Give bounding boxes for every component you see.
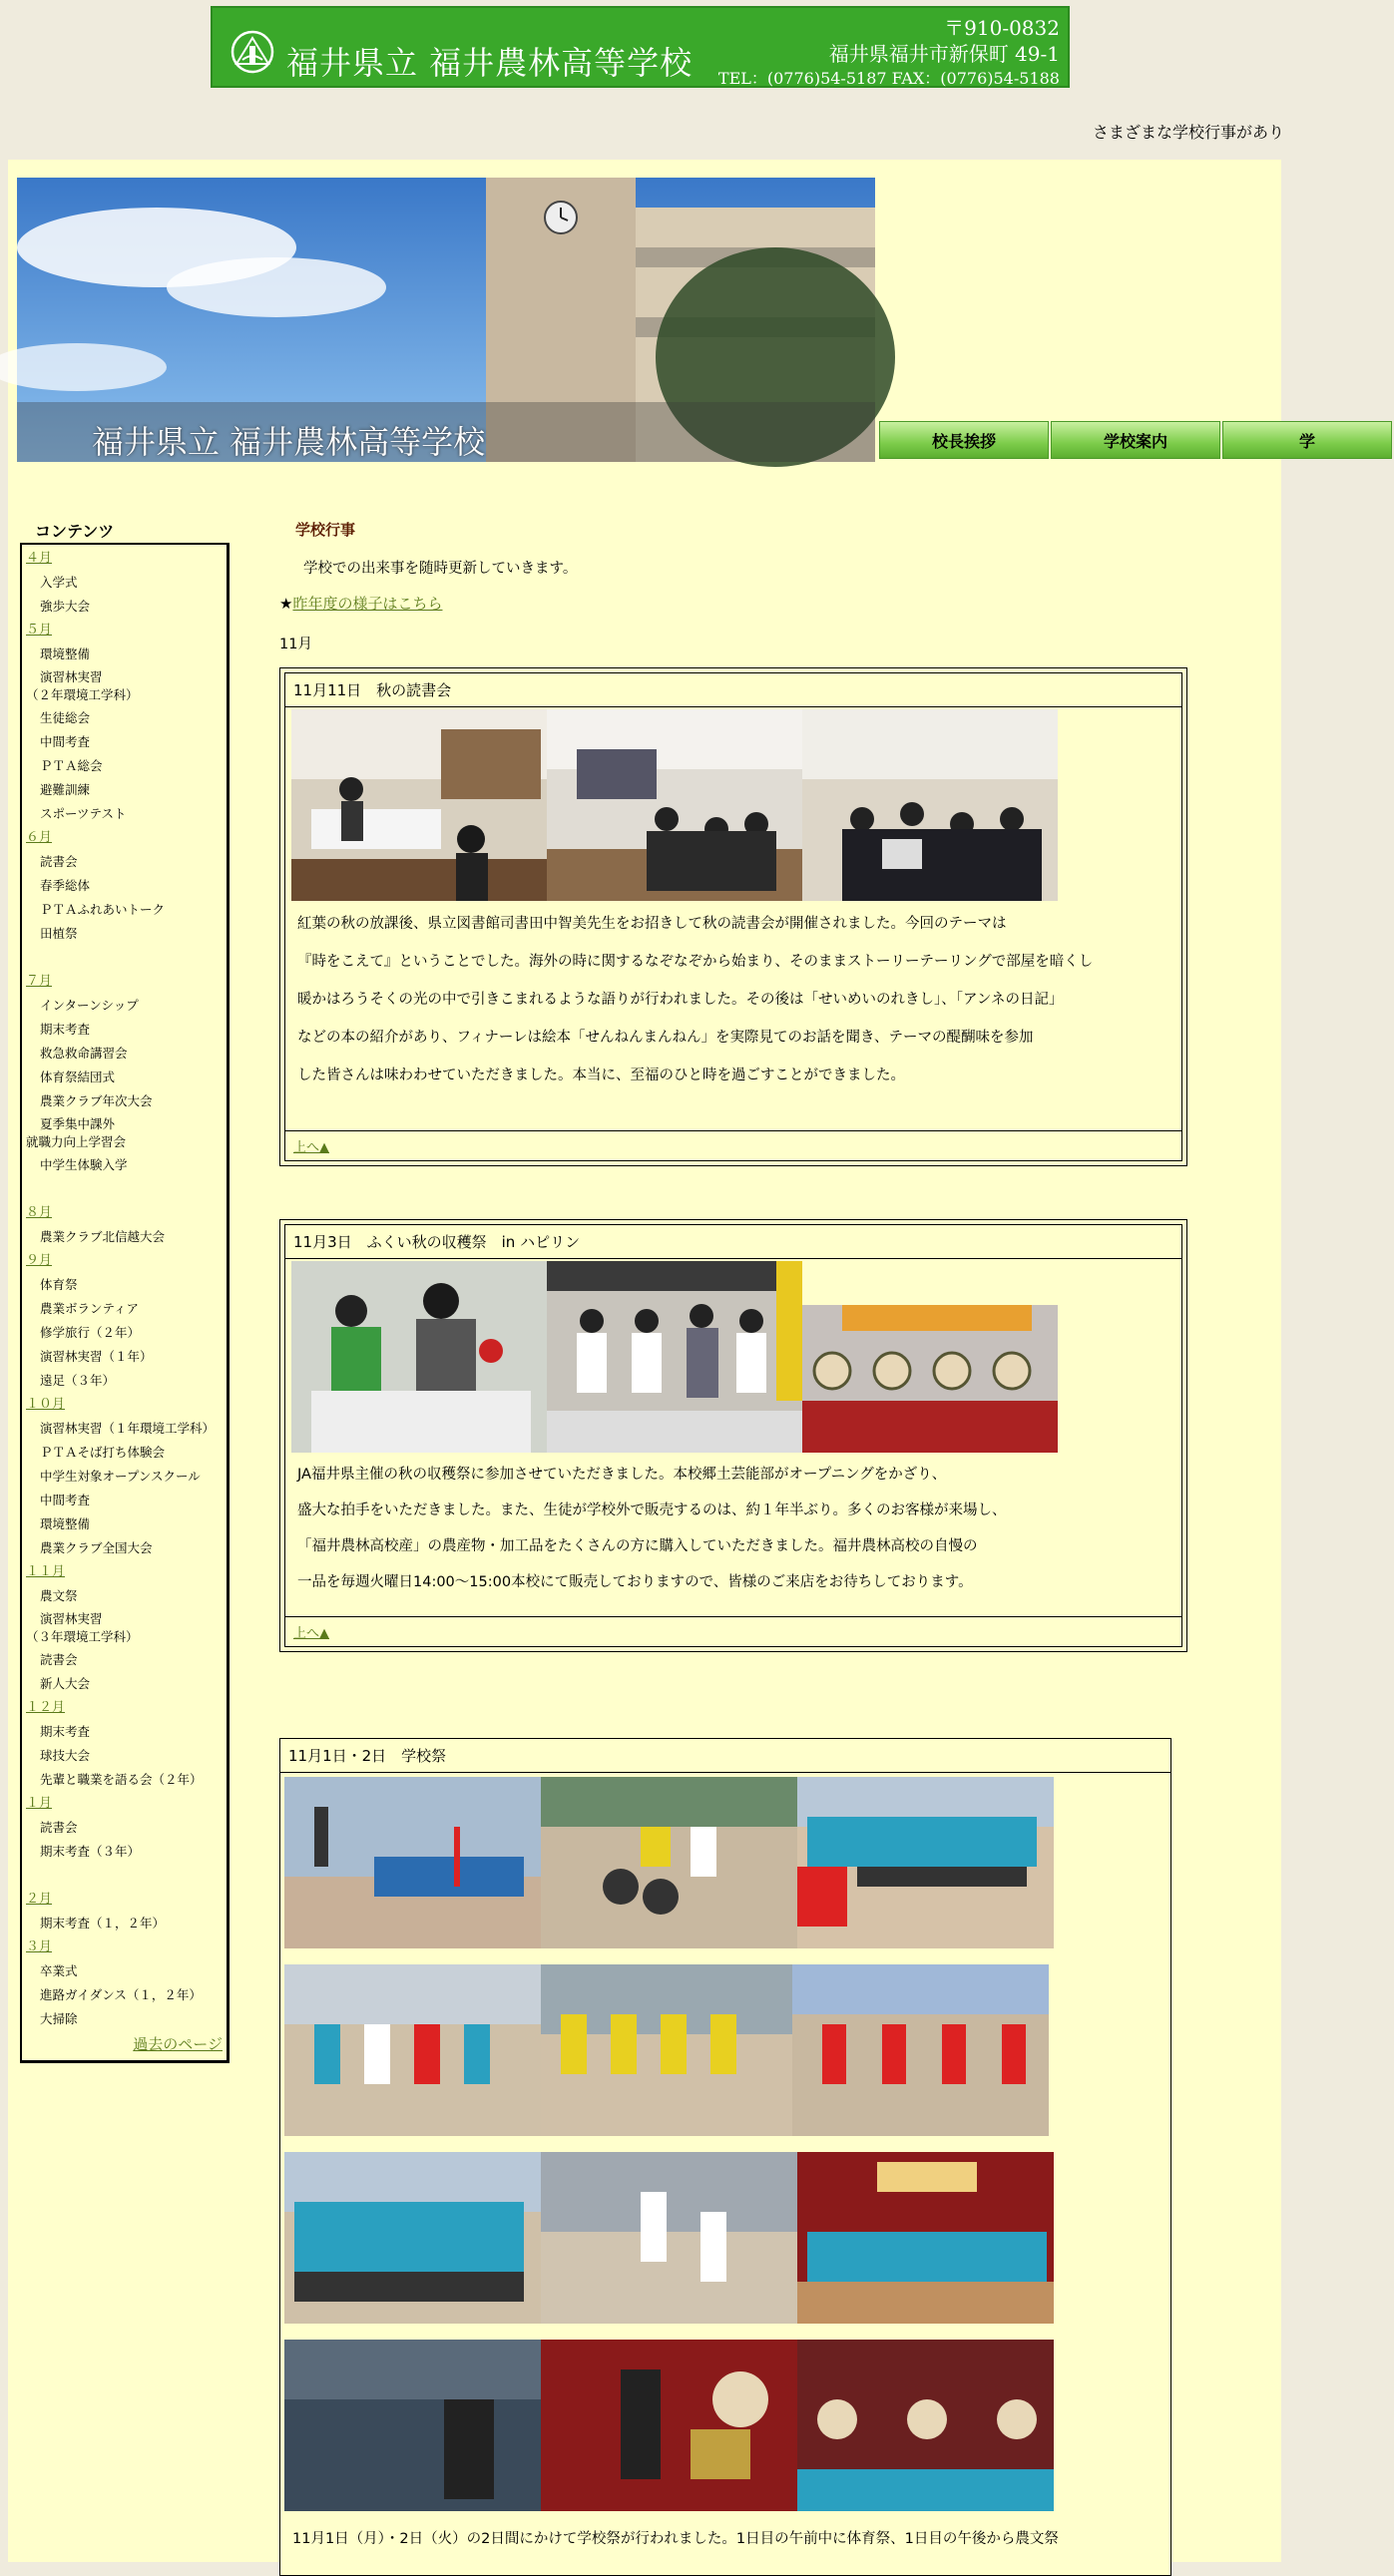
sidebar-item[interactable]: 農文祭 bbox=[40, 1588, 78, 1603]
banner-address: 福井県福井市新保町 49-1 bbox=[828, 42, 1060, 66]
nav-more[interactable]: 学 bbox=[1222, 421, 1392, 459]
sidebar-item[interactable]: 春季総体 bbox=[40, 878, 91, 893]
article-body bbox=[285, 901, 1181, 1098]
sidebar-item-line: 演習林実習 bbox=[40, 669, 103, 684]
hero-image bbox=[17, 178, 875, 462]
sidebar-item[interactable] bbox=[26, 1113, 223, 1153]
intro-text: 学校での出来事を随時更新していきます。 bbox=[303, 561, 578, 577]
photo-row bbox=[280, 2136, 1170, 2324]
sidebar-item[interactable]: 期末考査 bbox=[40, 1724, 91, 1739]
photo-festival-9 bbox=[797, 2152, 1054, 2324]
article-body bbox=[280, 2511, 1170, 2561]
sidebar-month-link[interactable]: １月 bbox=[26, 1796, 53, 1811]
sidebar-item[interactable]: 中間考査 bbox=[40, 734, 91, 749]
sidebar-item[interactable]: 田植祭 bbox=[40, 926, 78, 941]
photo-row bbox=[280, 1773, 1170, 1948]
star-marker: ★ bbox=[279, 595, 293, 613]
sidebar-item[interactable] bbox=[26, 1608, 223, 1648]
sidebar-month-link[interactable]: １０月 bbox=[26, 1397, 66, 1412]
sidebar-month-link[interactable]: ５月 bbox=[26, 623, 53, 638]
article-line: 暖かはろうそくの光の中で引きこまれるような語りが行われました。その後は「せいめいのれきし」、「アンネの日記」 bbox=[297, 992, 1064, 1008]
sidebar-item[interactable]: 進路ガイダンス（１，２年） bbox=[40, 1987, 202, 2002]
sidebar-list bbox=[26, 547, 223, 2031]
article-line: などの本の紹介があり、フィナーレは絵本「せんねんまんねん」を実際見てのお話を聞き、テーマの醍醐味を参加 bbox=[297, 1030, 1034, 1046]
sidebar-item[interactable]: 球技大会 bbox=[40, 1748, 91, 1763]
sidebar-item[interactable]: 期末考査 bbox=[40, 1022, 91, 1037]
article-line: した皆さんは味わわせていただきました。本当に、至福のひと時を過ごすことができました。 bbox=[297, 1068, 905, 1083]
sidebar-item[interactable]: 環境整備 bbox=[40, 1516, 91, 1531]
article-title: 11月1日・2日 学校祭 bbox=[280, 1739, 1170, 1773]
article-school-festival bbox=[279, 1738, 1171, 2576]
sidebar-item[interactable]: 読書会 bbox=[40, 1820, 78, 1835]
news-marquee: さまざまな学校行事があり bbox=[1093, 123, 1285, 142]
month-label: 11月 bbox=[279, 637, 312, 652]
photo-harvest-3 bbox=[802, 1261, 1058, 1453]
photo-harvest-2 bbox=[547, 1261, 802, 1453]
photo-festival-5 bbox=[541, 1964, 792, 2136]
sidebar-item[interactable]: 期末考査（１，２年） bbox=[40, 1916, 166, 1931]
sidebar-item[interactable]: 期末考査（３年） bbox=[40, 1844, 141, 1859]
sidebar-month-link[interactable]: １１月 bbox=[26, 1564, 66, 1579]
sidebar-item[interactable]: スポーツテスト bbox=[40, 806, 127, 821]
article-line: 盛大な拍手をいただきました。また、生徒が学校外で販売するのは、約１年半ぶり。多くのお客様が来場し、 bbox=[297, 1503, 1007, 1518]
photo-reading-3 bbox=[802, 709, 1058, 901]
sidebar-item[interactable]: 先輩と職業を語る会（２年） bbox=[40, 1772, 203, 1787]
sidebar-item[interactable]: 中間考査 bbox=[40, 1493, 91, 1507]
banner-school-name: 福井県立 福井農林高等学校 bbox=[286, 44, 694, 82]
photo-row bbox=[285, 1259, 1181, 1453]
sidebar-spacer bbox=[26, 946, 223, 970]
sidebar-month-link[interactable]: ８月 bbox=[26, 1205, 53, 1220]
sidebar-item-line: （２年環境工学科） bbox=[26, 687, 139, 702]
sidebar-item[interactable]: 大掃除 bbox=[40, 2011, 78, 2026]
article-footer bbox=[285, 1130, 1181, 1160]
sidebar-item[interactable]: 強歩大会 bbox=[40, 599, 91, 614]
sidebar-spacer bbox=[26, 1864, 223, 1888]
sidebar-item-line: 演習林実習 bbox=[40, 1611, 103, 1626]
article-reading-party bbox=[279, 667, 1187, 1166]
photo-festival-11 bbox=[541, 2340, 797, 2511]
section-title: 学校行事 bbox=[295, 521, 356, 539]
sidebar-item[interactable]: 卒業式 bbox=[40, 1963, 78, 1978]
sidebar-item[interactable]: インターンシップ bbox=[40, 998, 139, 1013]
last-year-link[interactable]: 昨年度の様子はこちら bbox=[292, 595, 443, 613]
sidebar-month-link[interactable]: １２月 bbox=[26, 1700, 66, 1715]
sidebar-item[interactable]: 避難訓練 bbox=[40, 782, 91, 797]
sidebar-item[interactable]: 演習林実習（１年環境工学科） bbox=[40, 1421, 216, 1436]
article-line: 一品を毎週火曜日14:00～15:00本校にて販売しておりますので、皆様のご来店をお待ちしております。 bbox=[297, 1574, 973, 1590]
back-to-top-link[interactable]: 上へ▲ bbox=[293, 1140, 329, 1155]
article-footer bbox=[285, 1616, 1181, 1646]
photo-festival-4 bbox=[284, 1964, 541, 2136]
page-content bbox=[8, 160, 1315, 2562]
sidebar-item[interactable]: 農業ボランティア bbox=[40, 1301, 140, 1316]
photo-festival-2 bbox=[541, 1777, 797, 1948]
hero-title: 福井県立 福井農林高等学校 bbox=[92, 423, 486, 461]
last-year-line bbox=[279, 593, 442, 614]
past-pages-link[interactable]: 過去のページ bbox=[133, 2035, 223, 2053]
article-line: 11月1日（月）・2日（火）の2日間にかけて学校祭が行われました。1日目の午前中に体育祭、1日目の午後から農文祭 bbox=[292, 2531, 1059, 2547]
article-title: 11月3日 ふくい秋の収穫祭 in ハピリン bbox=[285, 1225, 1181, 1259]
article-line: 紅葉の秋の放課後、県立図書館司書田中智美先生をお招きして秋の読書会が開催されました。今回のテーマは bbox=[297, 916, 1007, 932]
article-line: JA福井県主催の秋の収穫祭に参加させていただきました。本校郷土芸能部がオープニングをかざり、 bbox=[297, 1467, 947, 1483]
top-banner bbox=[211, 6, 1070, 88]
sidebar-item[interactable]: 体育祭結団式 bbox=[40, 1070, 116, 1084]
sidebar-month-link[interactable]: ９月 bbox=[26, 1253, 53, 1268]
sidebar-item-line: 夏季集中課外 bbox=[40, 1116, 116, 1131]
sidebar-item[interactable] bbox=[26, 666, 223, 706]
photo-harvest-1 bbox=[291, 1261, 547, 1453]
sidebar-month-link[interactable]: ４月 bbox=[26, 551, 53, 566]
article-body bbox=[285, 1453, 1181, 1604]
sidebar-item[interactable]: 農業クラブ北信越大会 bbox=[40, 1229, 166, 1244]
photo-festival-8 bbox=[541, 2152, 797, 2324]
school-logo-icon bbox=[231, 30, 274, 74]
sidebar-item[interactable]: 新人大会 bbox=[40, 1676, 91, 1691]
article-line: 『時をこえて』ということでした。海外の時に関するなぞなぞから始まり、そのままストーリーテーリングで部屋を暗くし bbox=[297, 954, 1094, 970]
back-to-top-link[interactable]: 上へ▲ bbox=[293, 1626, 329, 1641]
article-frame bbox=[284, 1224, 1182, 1647]
banner-tel: TEL：(0776)54-5187 FAX：(0776)54-5188 bbox=[717, 69, 1060, 88]
article-line: 「福井農林高校産」の農産物・加工品をたくさんの方に購入していただきました。福井農林高校の自慢の bbox=[297, 1538, 978, 1554]
sidebar-item[interactable]: 読書会 bbox=[40, 1652, 78, 1667]
nav-principal-greeting[interactable]: 校長挨拶 bbox=[879, 421, 1049, 459]
sidebar-item[interactable]: 演習林実習（１年） bbox=[40, 1349, 153, 1364]
sidebar-item[interactable]: 読書会 bbox=[40, 854, 78, 869]
sidebar-item[interactable]: 生徒総会 bbox=[40, 710, 91, 725]
sidebar-item[interactable]: 入学式 bbox=[40, 575, 78, 590]
sidebar-item[interactable]: 中学生対象オープンスクール bbox=[40, 1469, 201, 1484]
article-harvest-festival bbox=[279, 1219, 1187, 1652]
photo-festival-6 bbox=[792, 1964, 1049, 2136]
sidebar-spacer bbox=[26, 1177, 223, 1201]
article-frame bbox=[284, 672, 1182, 1161]
sidebar bbox=[20, 543, 230, 2063]
sidebar-item[interactable]: 遠足（３年） bbox=[40, 1373, 116, 1388]
sidebar-item[interactable]: 農業クラブ全国大会 bbox=[40, 1540, 153, 1555]
sidebar-item[interactable]: ＰＴＡふれあいトーク bbox=[40, 902, 166, 917]
sidebar-item[interactable]: 救急救命講習会 bbox=[40, 1046, 128, 1061]
photo-row bbox=[280, 1948, 1170, 2136]
photo-festival-3 bbox=[797, 1777, 1054, 1948]
photo-row bbox=[280, 2324, 1170, 2511]
sidebar-item[interactable]: ＰＴＡそば打ち体験会 bbox=[40, 1445, 166, 1460]
sidebar-title: コンテンツ bbox=[35, 522, 115, 541]
sidebar-month-link[interactable]: ７月 bbox=[26, 974, 53, 989]
sidebar-month-link[interactable]: ２月 bbox=[26, 1892, 53, 1907]
sidebar-item-line: （３年環境工学科） bbox=[26, 1629, 139, 1644]
photo-row bbox=[285, 707, 1181, 901]
sidebar-item[interactable]: 農業クラブ年次大会 bbox=[40, 1093, 153, 1108]
nav-school-guide[interactable]: 学校案内 bbox=[1051, 421, 1220, 459]
photo-festival-7 bbox=[284, 2152, 541, 2324]
sidebar-item[interactable]: ＰＴＡ総会 bbox=[40, 758, 103, 773]
sidebar-item[interactable]: 環境整備 bbox=[40, 646, 91, 661]
banner-zip: 〒910-0832 bbox=[944, 16, 1060, 40]
sidebar-month-link[interactable]: ３月 bbox=[26, 1939, 53, 1954]
article-frame bbox=[280, 1739, 1170, 2575]
sidebar-item[interactable]: 修学旅行（２年） bbox=[40, 1325, 141, 1340]
photo-festival-1 bbox=[284, 1777, 541, 1948]
photo-festival-10 bbox=[284, 2340, 541, 2511]
sidebar-item[interactable]: 中学生体験入学 bbox=[40, 1157, 128, 1172]
article-title: 11月11日 秋の読書会 bbox=[285, 673, 1181, 707]
main-nav bbox=[879, 421, 1394, 459]
photo-reading-2 bbox=[547, 709, 802, 901]
photo-festival-12 bbox=[797, 2340, 1054, 2511]
photo-reading-1 bbox=[291, 709, 547, 901]
sidebar-month-link[interactable]: ６月 bbox=[26, 830, 53, 845]
sidebar-item[interactable]: 体育祭 bbox=[40, 1277, 78, 1292]
sidebar-item-line: 就職力向上学習会 bbox=[26, 1134, 127, 1149]
